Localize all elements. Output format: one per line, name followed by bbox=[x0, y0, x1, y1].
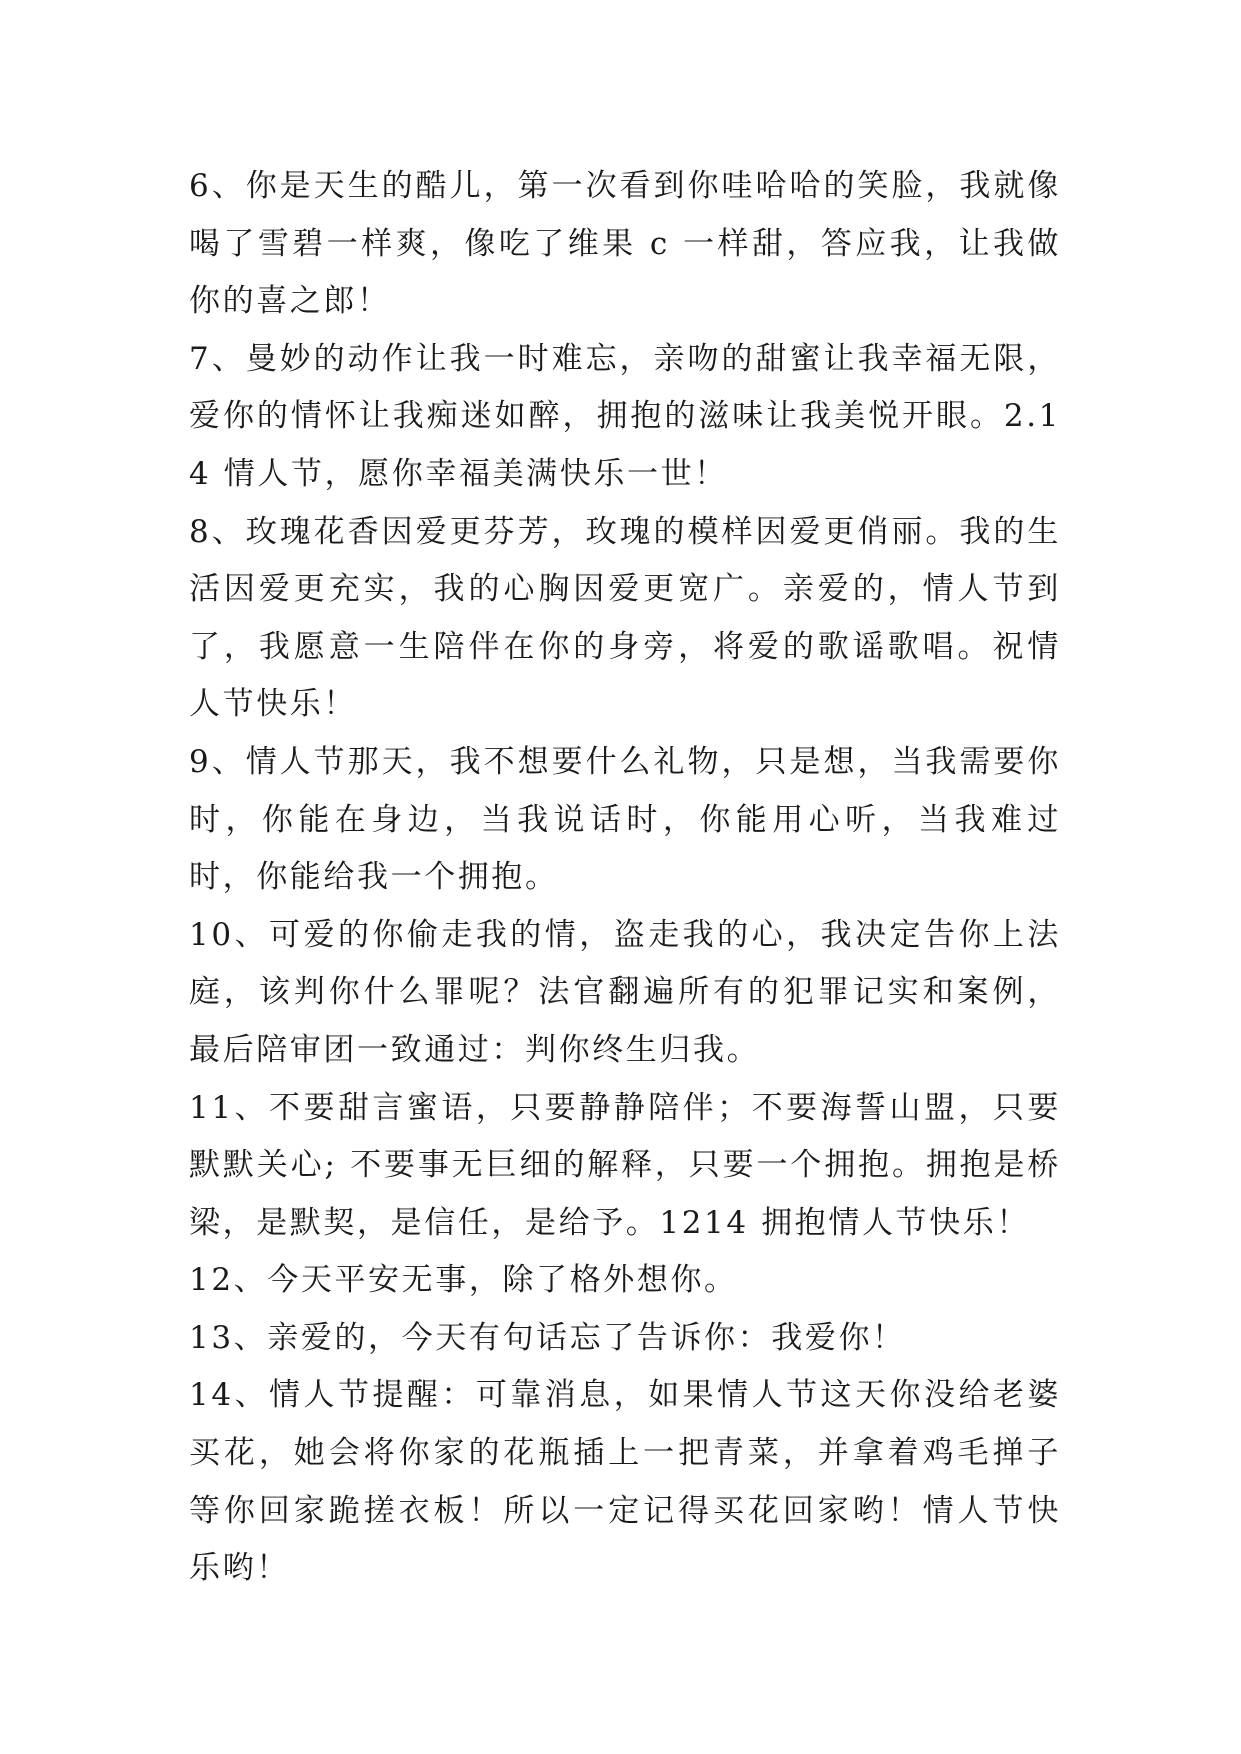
list-item-8: 8、玫瑰花香因爱更芬芳，玫瑰的模样因爱更俏丽。我的生活因爱更充实，我的心胸因爱更宽广。亲爱的，情人节到了，我愿意一生陪伴在你的身旁，将爱的歌谣歌唱。祝情人节快乐！ bbox=[189, 513, 1061, 723]
list-item-10: 10、可爱的你偷走我的情，盗走我的心，我决定告你上法庭，该判你什么罪呢？法官翻遍所有的犯罪记实和案例，最后陪审团一致通过：判你终生归我。 bbox=[189, 916, 1061, 1068]
list-item-12: 12、今天平安无事，除了格外想你。 bbox=[189, 1262, 738, 1299]
list-item-9: 9、情人节那天，我不想要什么礼物，只是想，当我需要你时，你能在身边，当我说话时，你能用心听，当我难过时，你能给我一个拥抱。 bbox=[189, 743, 1061, 896]
list-item-11: 11、不要甜言蜜语，只要静静陪伴；不要海誓山盟，只要默默关心; 不要事无巨细的解释，只要一个拥抱。拥抱是桥梁，是默契，是信任，是给予。1214 拥抱情人节快乐！ bbox=[189, 1089, 1061, 1241]
list-item-13: 13、亲爱的，今天有句话忘了告诉你：我爱你！ bbox=[189, 1319, 906, 1356]
document-body bbox=[189, 158, 1061, 1598]
list-item-6: 6、你是天生的酷儿，第一次看到你哇哈哈的笑脸，我就像喝了雪碧一样爽，像吃了维果 c 一样甜，答应我，让我做你的喜之郎！ bbox=[189, 168, 1061, 320]
list-item-7: 7、曼妙的动作让我一时难忘，亲吻的甜蜜让我幸福无限，爱你的情怀让我痴迷如醉，拥抱的滋味让我美悦开眼。2.14 情人节，愿你幸福美满快乐一世！ bbox=[189, 340, 1061, 492]
list-item-14: 14、情人节提醒：可靠消息，如果情人节这天你没给老婆买花，她会将你家的花瓶插上一把青菜，并拿着鸡毛掸子等你回家跪搓衣板！所以一定记得买花回家哟！情人节快乐哟！ bbox=[189, 1377, 1061, 1587]
